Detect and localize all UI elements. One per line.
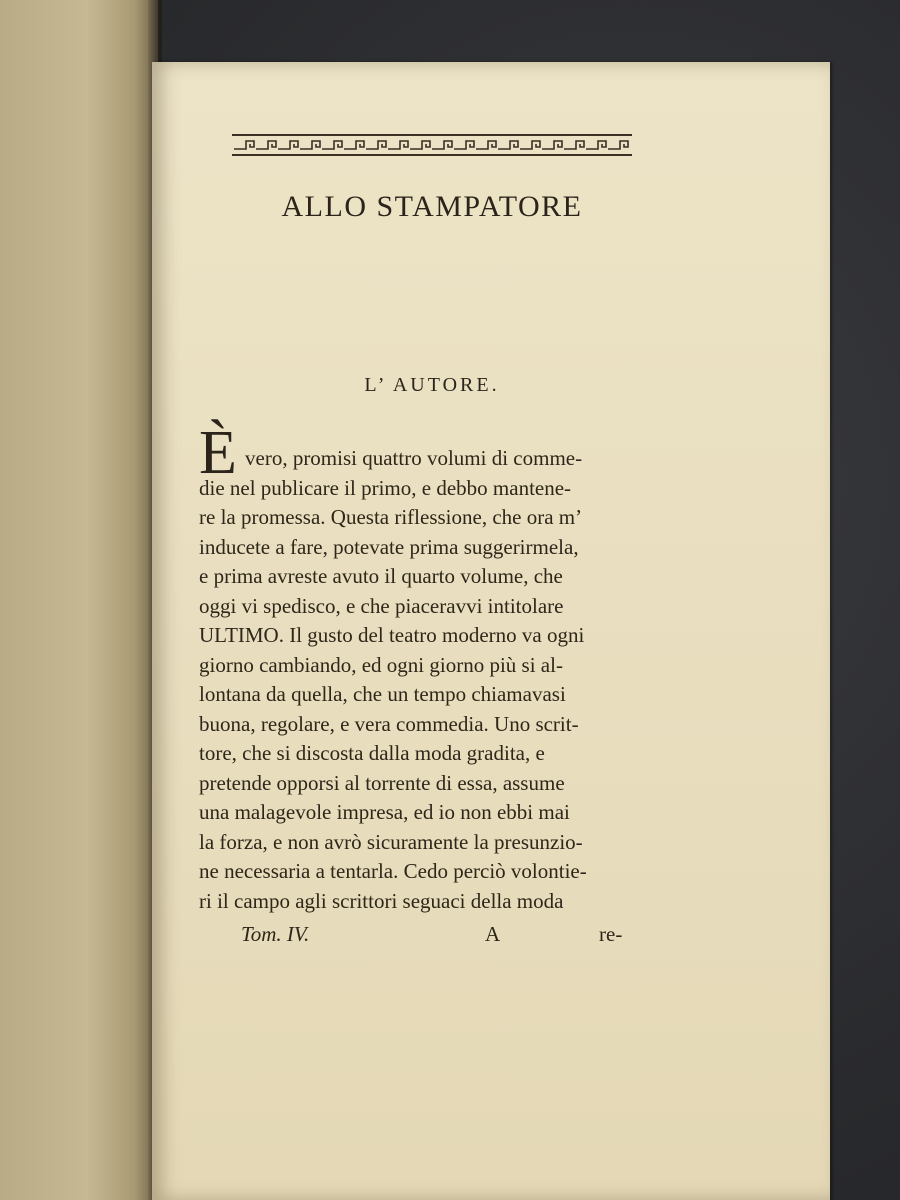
- signature-mark: A: [485, 922, 501, 946]
- text-line: giorno cambiando, ed ogni giorno più si al-: [199, 652, 563, 677]
- body-paragraph: [199, 444, 657, 916]
- volume-label: Tom. IV.: [241, 922, 310, 946]
- page-footer: [199, 922, 657, 952]
- text-line: ULTIMO. Il gusto del teatro moderno va ogni: [199, 623, 585, 647]
- text-line: re la promessa. Questa riflessione, che ora m’: [199, 505, 583, 529]
- greek-key-band-ornament: [232, 133, 632, 157]
- text-line: pretende opporsi al torrente di essa, assume: [199, 770, 565, 795]
- text-line: buona, regolare, e vera commedia. Uno scrit-: [199, 711, 579, 736]
- text-line: tore, che si discosta dalla moda gradita, e: [199, 741, 545, 765]
- text-line: la forza, e non avrò sicuramente la presunzio-: [199, 829, 583, 854]
- page-title: ALLO STAMPATORE: [281, 190, 583, 223]
- text-line: lontana da quella, che un tempo chiamavasi: [199, 682, 566, 706]
- text-line: una malagevole impresa, ed io non ebbi mai: [199, 800, 570, 824]
- text-line: vero, promisi quattro volumi di comme-: [245, 446, 583, 470]
- text-line: die nel publicare il primo, e debbo mantene-: [199, 475, 572, 500]
- text-line: ri il campo agli scrittori seguaci della moda: [199, 888, 564, 913]
- left-page: [0, 0, 158, 1200]
- text-line: inducete a fare, potevate prima suggerirmela,: [199, 534, 579, 559]
- catchword: re-: [599, 922, 623, 946]
- page-subtitle: L’ AUTORE.: [364, 374, 500, 396]
- text-line: ne necessaria a tentarla. Cedo perciò volontie-: [199, 859, 587, 883]
- drop-cap: È: [199, 419, 237, 487]
- text-line: oggi vi spedisco, e che piaceravvi intitolare: [199, 593, 564, 618]
- text-line: e prima avreste avuto il quarto volume, che: [199, 564, 563, 588]
